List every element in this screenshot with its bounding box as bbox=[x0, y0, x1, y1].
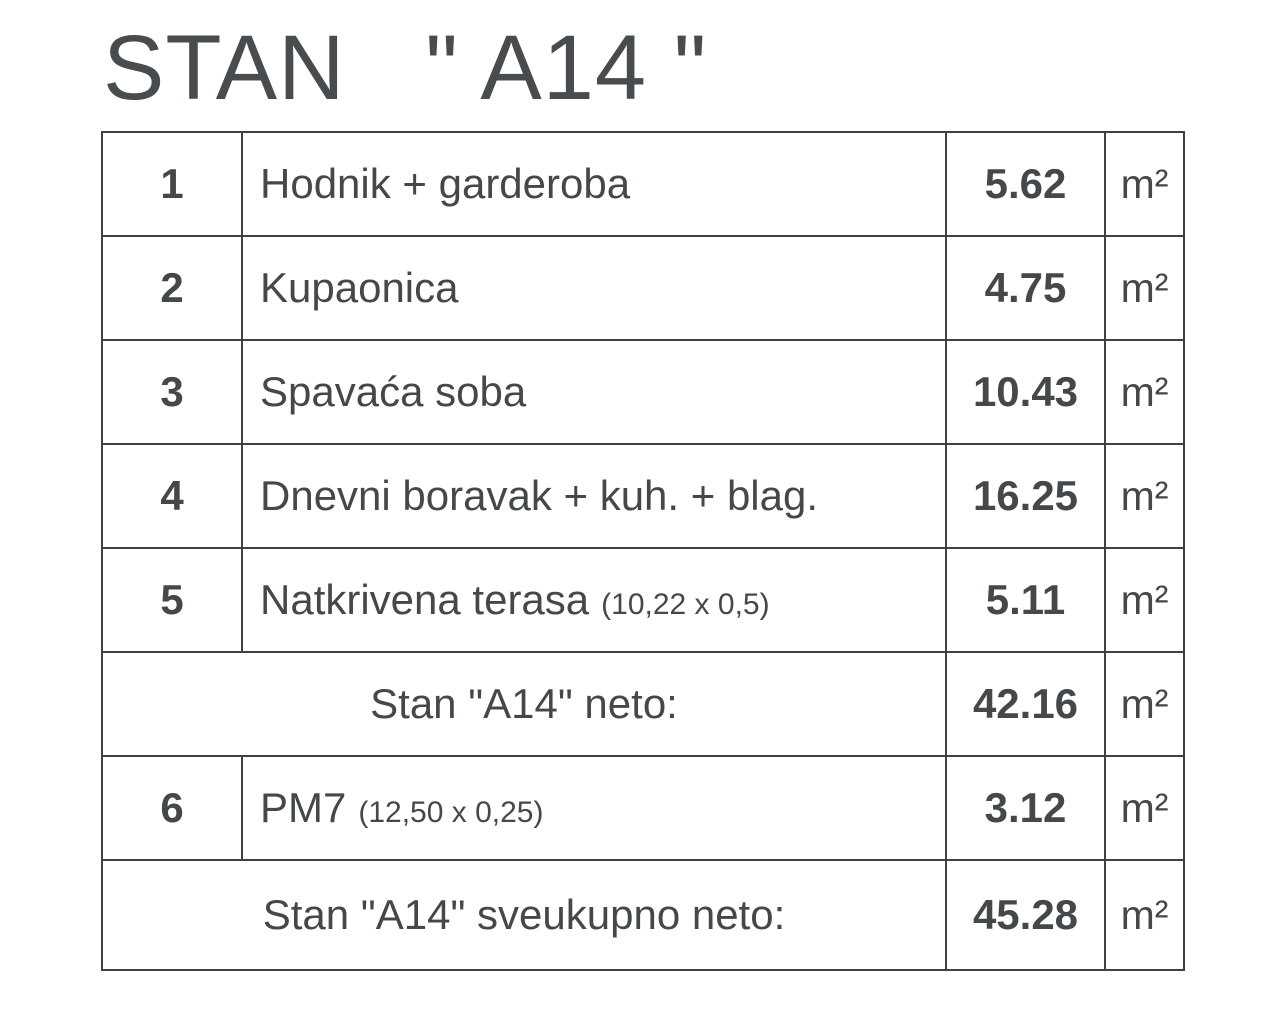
row-number: 1 bbox=[102, 132, 242, 236]
subtotal-label: Stan "A14" neto: bbox=[102, 652, 946, 756]
table-row bbox=[102, 132, 1184, 236]
area-value: 10.43 bbox=[946, 340, 1105, 444]
row-number: 4 bbox=[102, 444, 242, 548]
unit-label: m² bbox=[1105, 236, 1184, 340]
room-label: Hodnik + garderoba bbox=[260, 160, 631, 207]
unit-label: m² bbox=[1105, 652, 1184, 756]
total-value: 45.28 bbox=[946, 860, 1105, 970]
subtotal-value: 42.16 bbox=[946, 652, 1105, 756]
table-row bbox=[102, 756, 1184, 860]
room-label-cell bbox=[242, 340, 946, 444]
area-value: 5.62 bbox=[946, 132, 1105, 236]
room-label-cell bbox=[242, 236, 946, 340]
room-label: Natkrivena terasa bbox=[260, 576, 590, 623]
area-value: 5.11 bbox=[946, 548, 1105, 652]
table-row bbox=[102, 444, 1184, 548]
room-label-cell bbox=[242, 756, 946, 860]
total-row bbox=[102, 860, 1184, 970]
room-note: (12,50 x 0,25) bbox=[358, 796, 544, 829]
table-row bbox=[102, 236, 1184, 340]
room-note: (10,22 x 0,5) bbox=[601, 588, 770, 621]
room-label: Kupaonica bbox=[260, 264, 459, 311]
room-label-cell bbox=[242, 132, 946, 236]
area-table bbox=[101, 131, 1185, 971]
area-value: 3.12 bbox=[946, 756, 1105, 860]
page-title: STAN " A14 " bbox=[103, 17, 708, 119]
room-label: PM7 bbox=[260, 784, 347, 831]
subtotal-row bbox=[102, 652, 1184, 756]
area-value: 16.25 bbox=[946, 444, 1105, 548]
unit-label: m² bbox=[1105, 548, 1184, 652]
row-number: 6 bbox=[102, 756, 242, 860]
room-label: Spavaća soba bbox=[260, 368, 527, 415]
total-label: Stan "A14" sveukupno neto: bbox=[102, 860, 946, 970]
unit-label: m² bbox=[1105, 444, 1184, 548]
row-number: 2 bbox=[102, 236, 242, 340]
unit-label: m² bbox=[1105, 132, 1184, 236]
area-value: 4.75 bbox=[946, 236, 1105, 340]
table-row bbox=[102, 340, 1184, 444]
unit-label: m² bbox=[1105, 756, 1184, 860]
row-number: 5 bbox=[102, 548, 242, 652]
room-label: Dnevni boravak + kuh. + blag. bbox=[260, 472, 819, 519]
room-label-cell bbox=[242, 444, 946, 548]
row-number: 3 bbox=[102, 340, 242, 444]
unit-label: m² bbox=[1105, 340, 1184, 444]
unit-label: m² bbox=[1105, 860, 1184, 970]
room-label-cell bbox=[242, 548, 946, 652]
table-row bbox=[102, 548, 1184, 652]
